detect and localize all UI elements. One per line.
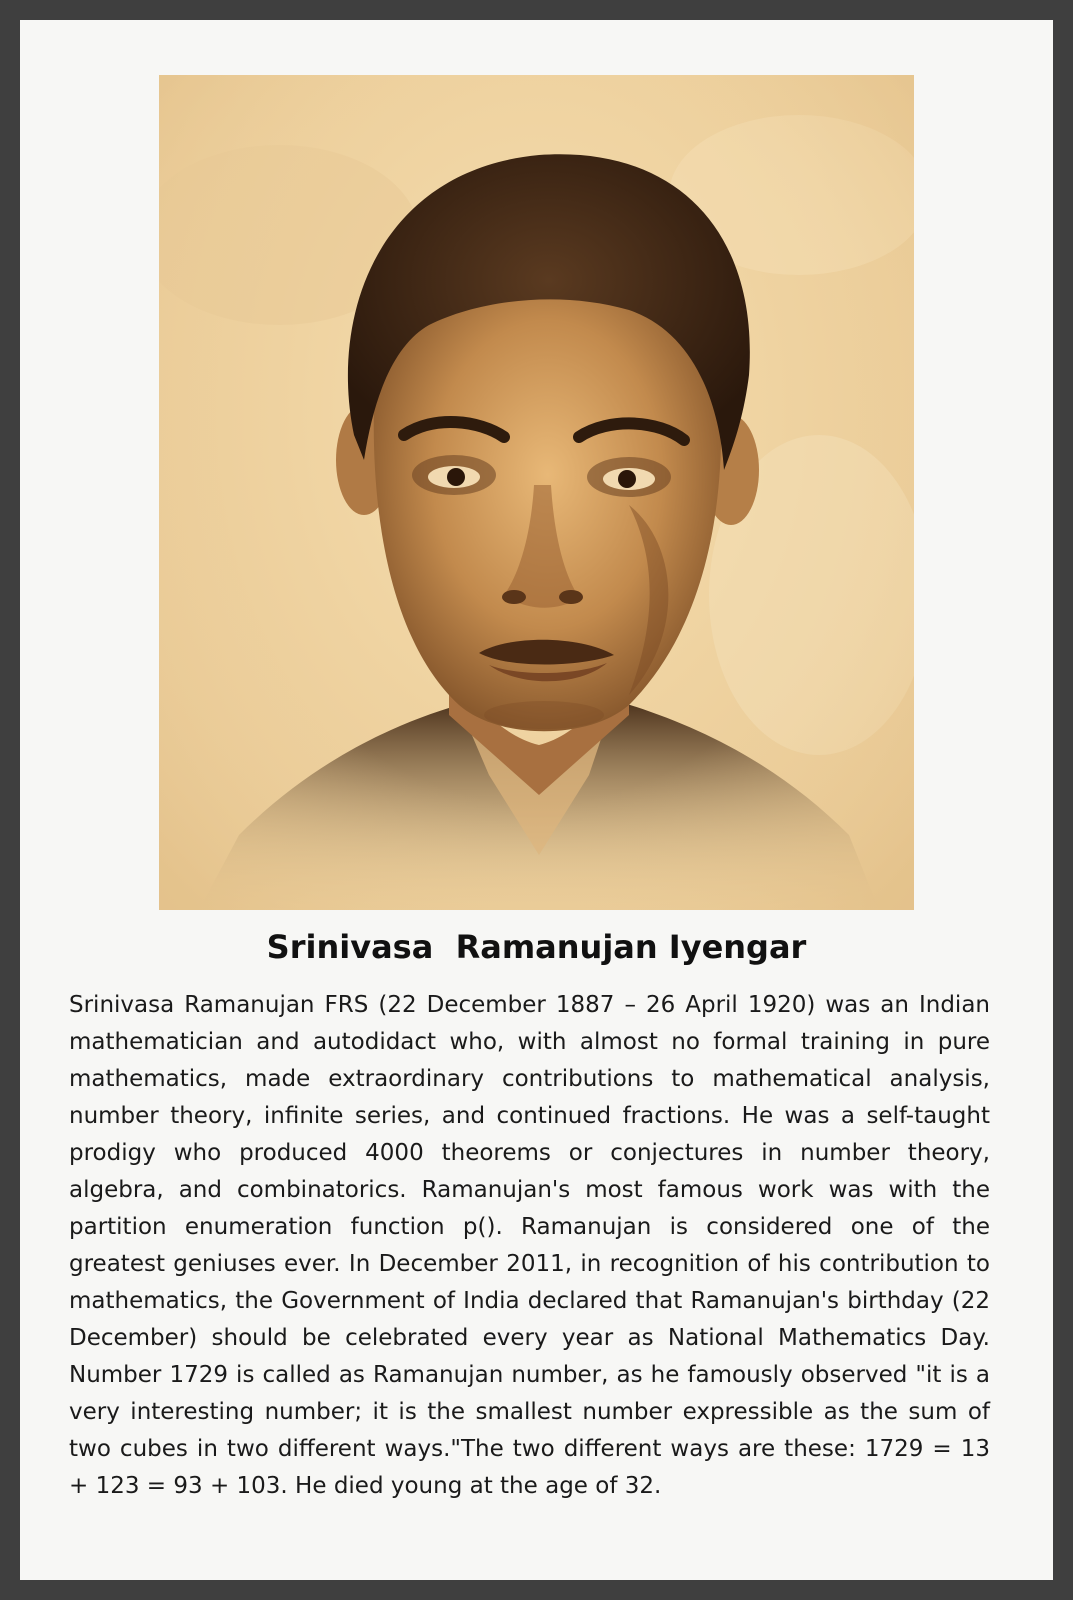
biography-paragraph: Srinivasa Ramanujan FRS (22 December 1887 – 26 April 1920) was an Indian mathematician and autodidact who, with almost no formal training in pure mathematics, made extraordinary contributions to mathematical analysis, number theory, infinite series, and continued fractions. He was a self-taught prodigy who produced 4000 theorems or conjectures in number theory, algebra, and combinatorics. Ramanujan's most famous work was with the partition enumeration function p(). Ramanujan is considered one of the greatest geniuses ever. In December 2011, in recognition of his contribution to mathematics, the Government of India declared that Ramanujan's birthday (22 December) should be celebrated every year as National Mathematics Day. Number 1729 is called as Ramanujan number, as he famously observed "it is a very interesting number; it is the smallest number expressible as the sum of two cubes in two different ways."The two different ways are these: 1729 = 13 + 123 = 93 + 103. He died young at the age of 32. <box>69 992 990 1499</box>
poster-page <box>20 20 1053 1580</box>
portrait-image <box>159 75 914 910</box>
portrait-name-heading: Srinivasa Ramanujan Iyengar <box>266 928 807 966</box>
portrait-illustration <box>159 75 914 910</box>
